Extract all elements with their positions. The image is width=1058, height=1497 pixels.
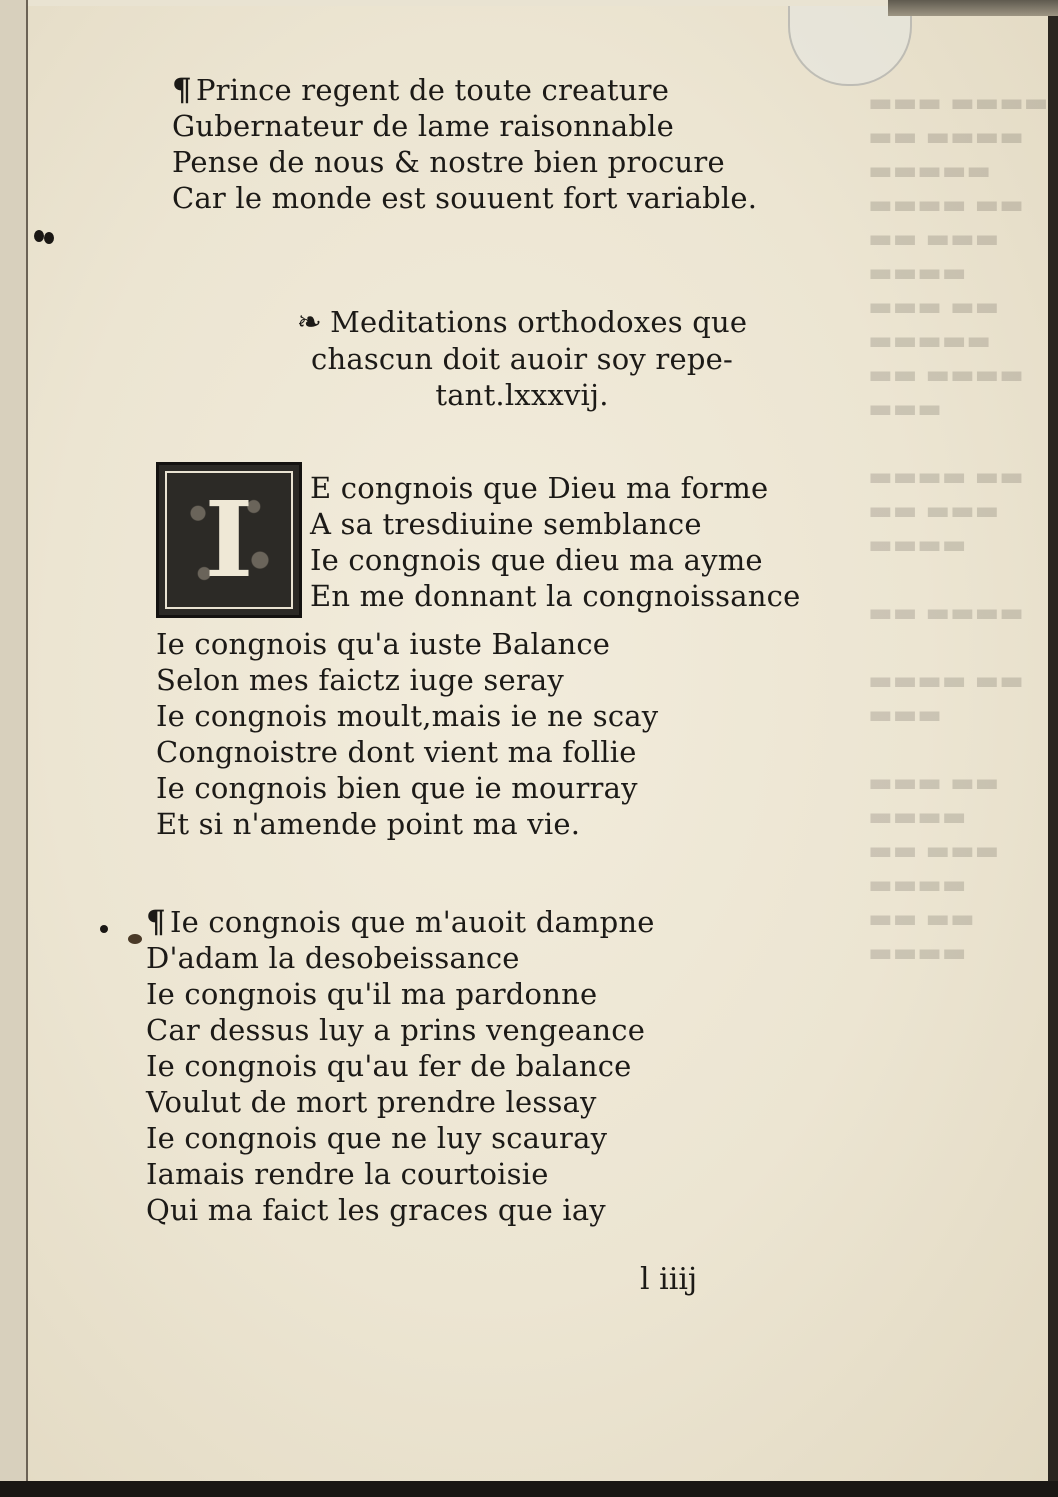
verse-line: A sa tresdiuine semblance (310, 507, 702, 541)
verse-line: Car le monde est souuent fort variable. (172, 181, 758, 215)
verse-line: Selon mes faictz iuge seray (156, 663, 564, 697)
verse-line: Qui ma faict les graces que iay (146, 1193, 606, 1227)
show-through-text: ▬▬▬ ▬▬▬▬ ▬▬ ▬▬▬▬ ▬▬▬▬▬ ▬▬▬▬ ▬▬ ▬▬ ▬▬▬ ▬▬▬▬ ▬▬▬ ▬▬ ▬▬▬▬▬ ▬▬ ▬▬▬▬ ▬▬▬ ▬▬▬▬ ▬▬ ▬▬ ▬▬▬ ▬▬▬▬ ▬▬ ▬▬▬▬ ▬▬▬▬ ▬▬ ▬▬▬ ▬▬▬ ▬▬ ▬▬▬▬ ▬▬ ▬▬▬ ▬▬▬▬ ▬▬ ▬▬ ▬▬▬▬ (868, 88, 1049, 968)
verse-line: Iamais rendre la courtoisie (146, 1157, 549, 1191)
fleuron-ornament: ❧ (296, 305, 323, 340)
scan-bottom-border (0, 1481, 1058, 1497)
verse-line: D'adam la desobeissance (146, 941, 520, 975)
heading-line: ❧ Meditations orthodoxes que (296, 305, 748, 340)
verse-line: Ie congnois qu'a iuste Balance (156, 627, 611, 661)
verse-line: Ie congnois que dieu ma ayme (310, 543, 763, 577)
folio-signature: l iiij (640, 1262, 698, 1297)
scan-top-shadow (888, 0, 1058, 16)
verse-line: Et si n'amende point ma vie. (156, 807, 581, 841)
verse-line: ¶ Prince regent de toute creature (172, 72, 670, 108)
verse-line: Ie congnois que ne luy scauray (146, 1121, 608, 1155)
decorated-initial (156, 462, 302, 618)
verse-line: Car dessus luy a prins vengeance (146, 1013, 646, 1047)
scan-left-border (0, 0, 28, 1497)
section-heading (262, 304, 782, 413)
verse-line: Ie congnois qu'il ma pardonne (146, 977, 598, 1011)
initial-letter: I (204, 478, 254, 601)
heading-line: tant.lxxxvij. (435, 378, 609, 412)
stanza-2-cap-lines (310, 470, 800, 614)
verse-line: Ie congnois bien que ie mourray (156, 771, 638, 805)
ink-stain (128, 934, 142, 944)
ink-speck (100, 925, 108, 933)
stanza-2 (156, 626, 658, 842)
stanza-3 (146, 904, 655, 1228)
scan-right-border (1048, 0, 1058, 1497)
binding-hole (44, 232, 54, 244)
verse-line: E congnois que Dieu ma forme (310, 471, 769, 505)
pilcrow-mark: ¶ (172, 72, 192, 108)
verse-line: Congnoistre dont vient ma follie (156, 735, 637, 769)
heading-line: chascun doit auoir soy repe- (311, 342, 733, 376)
verse-line: Ie congnois qu'au fer de balance (146, 1049, 632, 1083)
verse-line: En me donnant la congnoissance (310, 579, 801, 613)
pilcrow-mark: ¶ (146, 904, 166, 940)
verse-line: Pense de nous & nostre bien procure (172, 145, 725, 179)
binding-hole (34, 230, 44, 242)
verse-line: ¶ Ie congnois que m'auoit dampne (146, 904, 655, 940)
page-clip (788, 6, 912, 86)
verse-line: Voulut de mort prendre lessay (146, 1085, 597, 1119)
verse-line: Gubernateur de lame raisonnable (172, 109, 674, 143)
verse-line: Ie congnois moult,mais ie ne scay (156, 699, 659, 733)
stanza-top (172, 72, 757, 216)
